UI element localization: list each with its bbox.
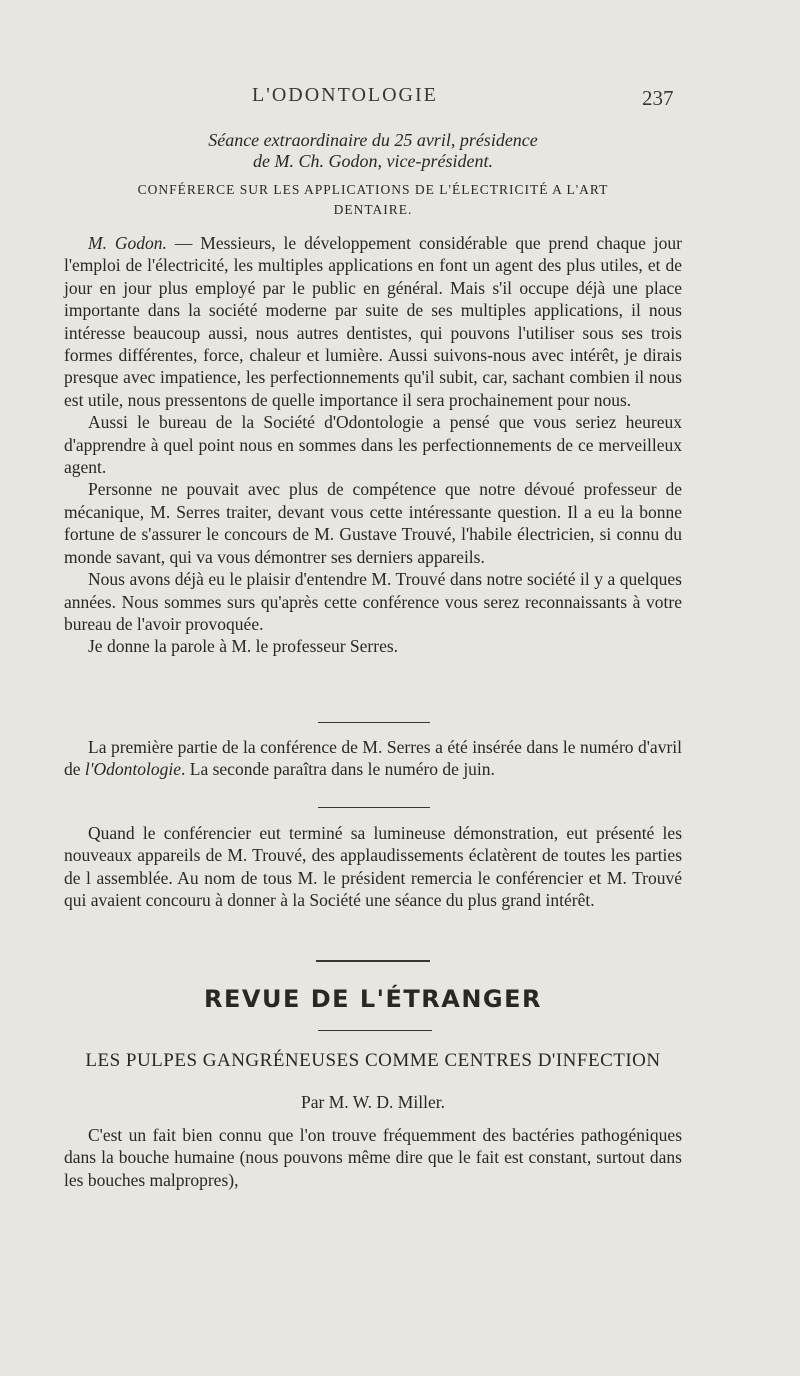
journal-name: l'Odontologie bbox=[84, 759, 182, 780]
section-title: REVUE DE L'ÉTRANGER bbox=[204, 985, 542, 1013]
conference-title-line-2: DENTAIRE. bbox=[333, 202, 413, 217]
speech-paragraph-1 bbox=[64, 232, 682, 411]
note-paragraph bbox=[64, 736, 682, 781]
conference-title bbox=[64, 180, 682, 220]
note-text-before: La première partie de la conférence de M. Serres a été insérée dans le numéro d'avril de bbox=[64, 737, 682, 780]
divider-rule-2 bbox=[318, 807, 430, 808]
speech-paragraph-5: Je donne la parole à M. le professeur Serres. bbox=[88, 636, 399, 657]
page-number: 237 bbox=[642, 86, 674, 110]
speech-body bbox=[64, 232, 682, 658]
note-block bbox=[64, 736, 682, 781]
running-head: L'ODONTOLOGIE bbox=[252, 84, 438, 106]
session-line-1: Séance extraordinaire du 25 avril, présidence bbox=[208, 130, 538, 150]
speech-paragraph-2: Aussi le bureau de la Société d'Odontologie a pensé que vous seriez heureux d'apprendre à quel point nous en sommes dans les perfectionnements de ce merveilleux agent. bbox=[64, 412, 682, 478]
speech-paragraph-4: Nous avons déjà eu le plaisir d'entendre M. Trouvé dans notre société il y a quelques années. Nous sommes surs qu'après cette conférence vous serez reconnaissants à votre bureau de l'avoir provoquée. bbox=[64, 569, 682, 634]
conference-title-line-1: CONFÉRERCE SUR LES APPLICATIONS DE L'ÉLECTRICITÉ A L'ART bbox=[137, 182, 609, 197]
article-paragraph: C'est un fait bien connu que l'on trouve fréquemment des bactéries pathogéniques dans la bouche humaine (nous pouvons même dire que le fait est constant, surtout dans les bouches malpropres), bbox=[64, 1125, 682, 1190]
closing-paragraph: Quand le conférencier eut terminé sa lumineuse démonstration, eut présenté les nouveaux appareils de M. Trouvé, des applaudissements éclatèrent de toutes les parties de l assemblée. Au nom de tous M. le président remercia le conférencier et M. Trouvé qui avaient concouru à donner à la Société une séance du plus grand intérêt. bbox=[64, 823, 682, 911]
article-body bbox=[64, 1124, 682, 1191]
divider-rule-3 bbox=[316, 960, 430, 962]
article-byline: Par M. W. D. Miller. bbox=[301, 1092, 445, 1112]
closing-block bbox=[64, 822, 682, 912]
article-title: LES PULPES GANGRÉNEUSES COMME CENTRES D'INFECTION bbox=[85, 1050, 661, 1071]
session-heading bbox=[64, 130, 682, 172]
divider-rule-4 bbox=[318, 1030, 432, 1031]
divider-rule-1 bbox=[318, 722, 430, 723]
speaker-name: M. Godon. bbox=[88, 233, 167, 253]
session-line-2: de M. Ch. Godon, vice-président. bbox=[253, 151, 493, 171]
page-header bbox=[0, 84, 800, 114]
note-text-after: . La seconde paraîtra dans le numéro de juin. bbox=[181, 759, 495, 780]
speech-paragraph-3: Personne ne pouvait avec plus de compétence que notre dévoué professeur de mécanique, M. Serres traiter, devant vous cette intéressante question. Il a eu la bonne fortune de s'assurer le concours de M. Gustave Trouvé, l'habile électricien, si connu du monde savant, qui va vous démontrer ses derniers appareils. bbox=[64, 479, 682, 567]
speech-text-1: — Messieurs, le développement considérable que prend chaque jour l'emploi de l'électricité, les multiples applications en font un agent des plus utiles, et de jour en jour plus employé par le public en général. Mais s'il occupe déjà une place importante dans la société moderne par suite de ses multiples applications, il nous intéresse beaucoup aussi, nous autres dentistes, qui pouvons l'utiliser sous ses trois formes différentes, force, chaleur et lumière. Aussi suivons-nous avec intérêt, je dirais presque avec impatience, les perfectionnements qu'il subit, car, sachant combien il nous est utile, nous pressentons de quelle importance il sera prochainement pour nous. bbox=[64, 233, 682, 410]
